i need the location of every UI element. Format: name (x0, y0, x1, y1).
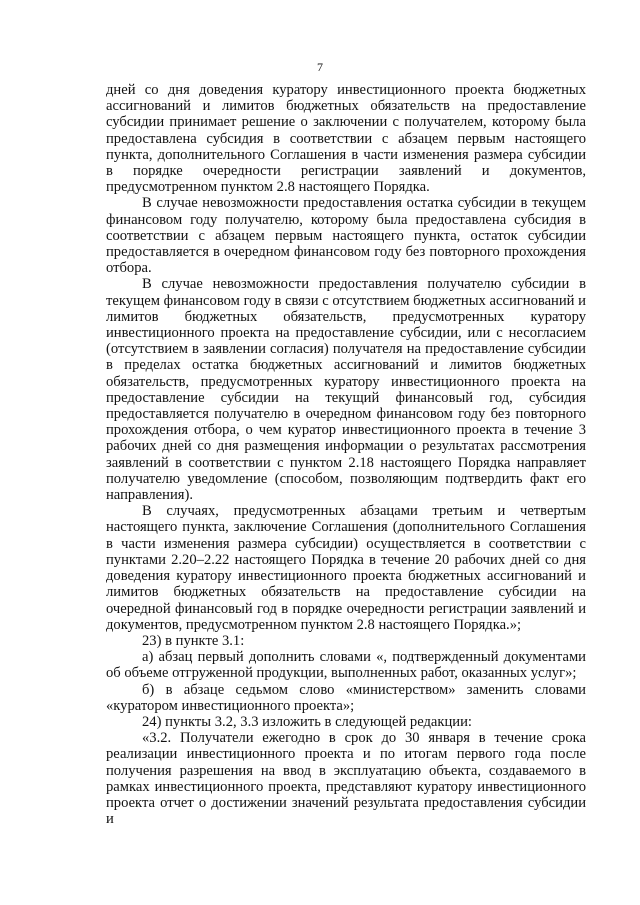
paragraph-continuation: дней со дня доведения куратору инвестиционного проекта бюджетных ассигнований и лимитов бюджетных обязательств на предоставление субсидии принимает решение о заключении с получателем, которому была предоставлена субсидия в соответствии с абзацем первым настоящего пункта, дополнительного Соглашения в части изменения размера субсидии в порядке очередности регистрации заявлений и документов, предусмотренном пунктом 2.8 настоящего Порядка. (106, 82, 586, 196)
paragraph-item-23a: а) абзац первый дополнить словами «, подтвержденный документами об объеме отгруженной продукции, выполненных работ, оказанных услуг»; (106, 649, 586, 682)
document-body (106, 82, 586, 827)
paragraph-impossibility-of-subsidy: В случае невозможности предоставления получателю субсидии в текущем финансовом году в связи с отсутствием бюджетных ассигнований и лимитов бюджетных обязательств, предусмотренных куратору инвестиционного проекта на предоставление субсидии, или с несогласием (отсутствием в заявлении согласия) получателя на предоставление субсидии в пределах остатка бюджетных ассигнований и лимитов бюджетных обязательств, предусмотренных куратору инвестиционного проекта на предоставление субсидии на текущий финансовый год, субсидия предоставляется получателю в очередном финансовом году без повторного прохождения отбора, о чем куратор инвестиционного проекта в течение 3 рабочих дней со дня размещения информации о результатах рассмотрения заявлений в соответствии с пунктом 2.18 настоящего Порядка направляет получателю уведомление (способом, позволяющим подтвердить факт его направления). (106, 276, 586, 504)
paragraph-item-3-2: «3.2. Получатели ежегодно в срок до 30 января в течение срока реализации инвестиционного проекта и по итогам первого года после получения разрешения на ввод в эксплуатацию объекта, создаваемого в рамках инвестиционного проекта, представляют куратору инвестиционного проекта отчет о достижении значений результата предоставления субсидии и (106, 730, 586, 828)
paragraph-agreement-conclusion: В случаях, предусмотренных абзацами третьим и четвертым настоящего пункта, заключение Соглашения (дополнительного Соглашения в части изменения размера субсидии) осуществляется в соответствии с пунктами 2.20–2.22 настоящего Порядка в течение 20 рабочих дней со дня доведения куратору инвестиционного проекта бюджетных ассигнований и лимитов бюджетных обязательств на предоставление субсидии на очередной финансовый год в порядке очередности регистрации заявлений и документов, предусмотренном пунктом 2.8 настоящего Порядка.»; (106, 503, 586, 633)
paragraph-remaining-subsidy: В случае невозможности предоставления остатка субсидии в текущем финансовом году получателю, которому была предоставлена субсидия в соответствии с абзацем первым настоящего пункта, остаток субсидии предоставляется в очередном финансовом году без повторного прохождения отбора. (106, 195, 586, 277)
paragraph-item-23: 23) в пункте 3.1: (142, 632, 245, 649)
page-number: 7 (317, 60, 323, 74)
paragraph-item-23b: б) в абзаце седьмом слово «министерством» заменить словами «куратором инвестиционного проекта»; (106, 681, 586, 714)
paragraph-item-24: 24) пункты 3.2, 3.3 изложить в следующей редакции: (142, 713, 472, 730)
